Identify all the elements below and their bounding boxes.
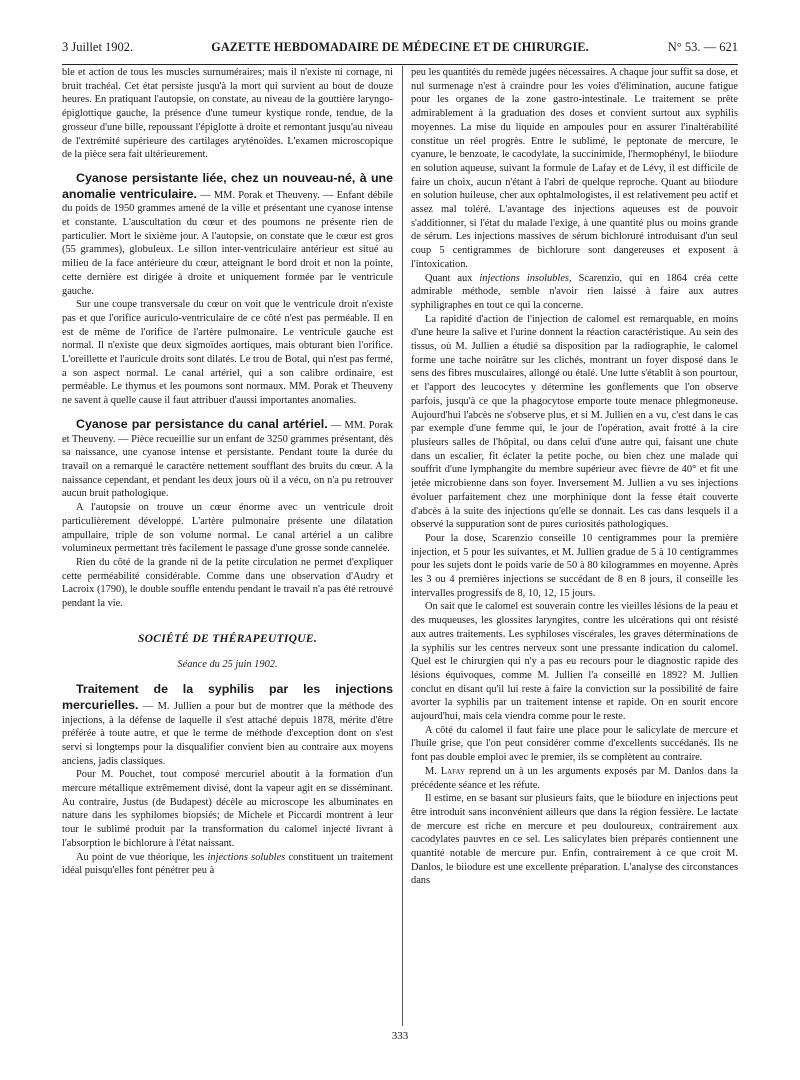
section-title: Cyanose par persistance du canal artériel.	[76, 416, 328, 431]
paragraph: On sait que le calomel est souverain contre les vieilles lésions de la peau et des muqueuses, les glossites laryngites, contre les ulcérations qui ont résisté aux autres traitements. Les syphiloses viscérales, les graves déterminations de la syphilis sur les centres nerveux sont une pressante indication du calomel. Quel est le chirurgien qui n'y a pas eu recours pour le diagnostic rapide des lésions équivoques, comme M. Jullien l'a conseillé en 1892? M. Jullien conclut en disant qu'il lui reste à faire la conviction sur la possibilité de faire avorter la syphilis par un traitement intense et rapide. On en sourit encore aujourd'hui, mais cela viendra comme pour le reste.	[411, 601, 738, 723]
session-date: Séance du 25 juin 1902.	[177, 659, 278, 671]
paragraph: Enfant débile du poids de 1950 grammes amené de la ville et présentant une cyanose intense et constante. L'auscultation du cœur et des poumons ne présente rien de particulier. Mort le sixième jour. A l'autopsie, on constate que le cœur est gros (55 grammes), globuleux. Le sillon inter-ventriculaire antérieur est situé au milieu de la face antérieure du cœur, atteignant le bord droit et non la pointe, cette dernière est dirigée à droite et uniquement formée par le ventricule gauche.	[62, 189, 393, 297]
emphasis: injections insolubles	[479, 272, 569, 284]
emphasis: injections solubles	[207, 851, 286, 863]
text-run: constituent un traitement idéal puisqu'elles font pénétrer peu à	[62, 851, 393, 877]
paragraph: ble et action de tous les muscles surnuméraires; mais il n'existe ni cornage, ni bruit trachéal. Cet état persiste jusqu'à la mort qui survient au bout de douze heures. En pratiquant l'autopsie, on constate, au niveau de la gouttière laryngo-épiglottique gauche, la présence d'une tumeur kystique ronde, tendue, de la grosseur d'une bille, repoussant l'épiglotte à droite et remontant jusqu'au niveau de l'extrémité supérieure des cartilages aryténoïdes. L'examen microscopique de la pièce sera fait ultérieurement.	[62, 67, 393, 161]
right-column	[411, 66, 738, 1028]
section-authors: — MM. Porak et Theuveny. —	[196, 189, 337, 201]
paragraph: peu les quantités du remède jugées nécessaires. A chaque jour suffit sa dose, et nul surmenage n'est à craindre pour les voies d'élimination, aucune fatigue pour les organes de la zone gastro-intestinale. Le traitement se prête admirablement à la graduation des doses et convient surtout aux syphilis moyennes. La mise du liquide en ampoules pour en assurer l'inaltérabilité constitue un réel progrès. Entre le sublimé, le peptonate de mercure, le cyanure, le benzoate, le cacodylate, la succinimide, l'hermophényl, le biiodure en solution aqueuse, suivant la formule de Lafay et de Lévy, il est difficile de faire un choix, aucun n'étant à l'abri de quelque reproche. Quant au biiodure en solution huileuse, cher aux ophtalmologistes, il est relativement peu actif et assez mal toléré. L'avantage des injections aqueuses est de pouvoir s'additionner, si l'état du malade l'exige, à une quantité plus ou moins grande de sérum. Les injections massives de sérum bichloruré introduisant d'un seul coup 5 centigrammes de bichlorure sont dangereuses et exposent à l'intoxication.	[411, 67, 738, 270]
header-rule	[62, 64, 738, 65]
text-run: , Scarenzio, qui en 1864 créa cette admirable méthode, semble n'avoir rien laissé à faire aux autres syphiligraphes en tout ce qui la concerne.	[411, 272, 738, 311]
paragraph: Il estime, en se basant sur plusieurs faits, que le biiodure en injections peut être introduit sans inconvénient ailleurs que dans la région fessière. Le lactate de mercure est riche en mercure et peu douloureux, contrairement aux cacodylates pauvres en ce sel. Les salicylates bien préparés contiennent une quantité notable de mercure pur. Enfin, contrairement à ce que croit M. Danlos, le biiodure est une excellente préparation. L'analyse des circonstances dans	[411, 793, 738, 887]
text-run: Quant aux	[425, 272, 480, 284]
paragraph: Pour la dose, Scarenzio conseille 10 centigrammes pour la première injection, et 5 pour les suivantes, et M. Jullien gradue de 5 à 10 centigrammes pour les sujets dont le poids varie de 50 à 80 kilogrammes en moyenne. Après les 3 ou 4 premières injections se succédant de 8 en 8 jours, il conseille les intervalles progressifs de 8, 10, 12, 15 jours.	[411, 532, 738, 599]
column-divider	[402, 66, 403, 1026]
header-date: 3 Juillet 1902.	[62, 40, 134, 54]
paragraph: Pour M. Pouchet, tout composé mercuriel aboutit à la formation d'un mercure métallique extrêmement divisé, dont la vapeur agit en se disséminant. Au contraire, Justus (de Budapest) décèle au microscope les albuminates en nature dans les syphilomes biopsiés; de Michele et Piccardi montrent à leur tour le sublimé produit par la transformation du calomel injecté livrant à l'absorption le bichlorure à l'état naissant.	[62, 769, 393, 849]
paragraph: A l'autopsie on trouve un cœur énorme avec un ventricule droit particulièrement développé. L'artère pulmonaire présente une dilatation ampullaire, triple de son volume normal. Le canal artériel a un calibre volumineux permettant très facilement le passage d'une grosse sonde cannelée.	[62, 502, 393, 555]
paragraph: a pour but de montrer que la méthode des injections, à la défense de laquelle il s'est attaché depuis 1878, mérite d'être préférée à toute autre, et que le terme de méthode d'exception dont on s'est servi si longtemps pour la disqualifier convient bien au contraire aux moyens anciens, jadis classiques.	[62, 700, 393, 767]
paragraph	[411, 272, 738, 313]
paragraph: A côté du calomel il faut faire une place pour le salicylate de mercure et l'huile grise, que l'on peut considérer comme d'excellents succédanés. Ils ne font pas double emploi avec le premier, ils se complètent au contraire.	[411, 724, 738, 764]
paragraph: Rien du côté de la grande ni de la petite circulation ne permet d'expliquer cette perméabilité considérable. Comme dans une observation d'Audry et Lacroix (1790), le double souffle entendu pendant le travail n'a pas été retrouvé pendant la vie.	[62, 556, 393, 610]
section-traitement-syphilis	[62, 682, 393, 768]
left-column	[62, 66, 393, 1028]
section-title: Traitement de la syphilis par les injections mercurielles.	[62, 682, 393, 712]
header-issue-page: N° 53. — 621	[667, 40, 738, 54]
section-cyanose-anomalie	[62, 171, 393, 298]
paragraph: Pièce recueillie sur un enfant de 3250 grammes présentant, dès sa naissance, une cyanose intense et persistante. Pendant toute la durée du travail on a remarqué le caractère nettement soufflant des bruits du cœur. A la naissance cependant, et pendant les deux jours où il a vécu, on n'a pu retrouver aucun bruit pathologique.	[62, 433, 393, 500]
page-number: 333	[391, 1030, 409, 1042]
section-authors: — MM. Porak et Theuveny. —	[62, 419, 393, 445]
paragraph	[62, 851, 393, 878]
header-journal-title: GAZETTE HEBDOMADAIRE DE MÉDECINE ET DE CHIRURGIE.	[211, 40, 589, 54]
paragraph: Sur une coupe transversale du cœur on voit que le ventricule droit n'existe pas et que l'orifice auriculo-ventriculaire de ce côté n'est pas perméable. Il en est de même de l'orifice de l'artère pulmonaire. Le ventricule gauche est normal. Il n'existe que deux sigmoïdes aortiques, mais obturant bien l'orifice. L'oreillette et l'auricule droits sont dilatés. Le trou de Botal, qui n'est pas fermé, a son aspect normal. Le canal artériel, qui a son calibre ordinaire, est perméable. Le thymus et les poumons sont normaux. MM. Porak et Theuveny ne savent à quelle cause il faut attribuer d'aussi importantes anomalies.	[62, 299, 393, 407]
running-header	[62, 40, 738, 62]
section-title: Cyanose persistante liée, chez un nouveau-né, à une anomalie ventriculaire.	[62, 170, 393, 201]
society-heading: SOCIÉTÉ DE THÉRAPEUTIQUE.	[137, 632, 318, 645]
text-run: reprend un à un les arguments exposés par M. Danlos dans la précédente séance et les réfute.	[411, 765, 738, 791]
speaker-name: M. Lafay	[425, 765, 466, 777]
section-authors: — M. Jullien	[138, 700, 207, 712]
paragraph	[411, 765, 738, 792]
text-run: Au point de vue théorique, les	[76, 851, 208, 863]
section-cyanose-canal	[62, 417, 393, 501]
paragraph: La rapidité d'action de l'injection de calomel est remarquable, en moins d'une heure la salive et l'urine donnent la réaction caractéristique. Au sein des tissus, où M. Jullien a étudié sa disposition par la radiographie, le calomel forme une tache noirâtre sur les clichés, montrant un foyer disposé dans le sens des fibres musculaires, allongé ou étalé. Une lutte s'établit à son pourtour, et l'apport des leucocytes y détermine les gonflements que l'on observe parfois, jusqu'à ce que la phagocytose emporte toute menace phlegmoneuse. Aujourd'hui l'abcès ne s'observe plus, et si M. Jullien en a vu, c'est dans le cas par exemple d'une femme qui, le jour de l'opération, avait frotté à la cire plusieurs salles de l'hôpital, ou dans celui d'une autre qui, faisant une chute dans un escalier, fit éclater la petite poche, ou bien chez une malade qui souffrit d'une lymphangite du membre supérieur avec fièvre de 40° et fit une jetée microbienne dans son foyer. Inversement M. Jullien a vu ses injections évoluer parfaitement chez une morphinique dont la fesse était couverte d'abcès à la suite des injections qu'elle se donnait. Les cas dans lesquels il a observé la suppuration sont de pures curiosités pathologiques.	[411, 313, 738, 531]
